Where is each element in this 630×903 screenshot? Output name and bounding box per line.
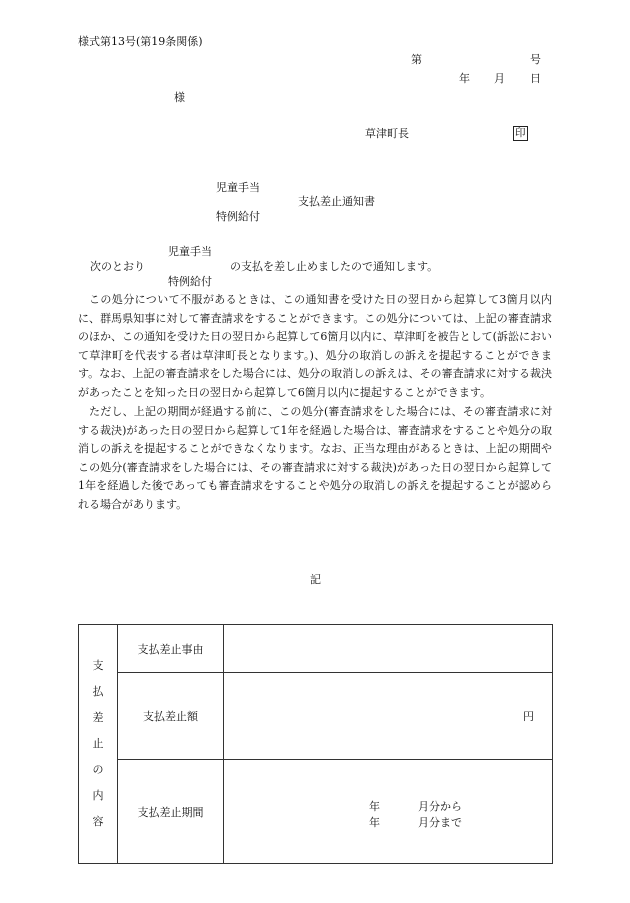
doc-number-go: 号 [530, 53, 541, 66]
notice-option-1: 児童手当 [168, 245, 212, 258]
table-row [79, 673, 553, 760]
notice-prefix: 次のとおり [90, 260, 145, 273]
date-year: 年 [459, 72, 470, 85]
details-table [78, 624, 553, 864]
issuer-seal [513, 126, 528, 141]
period-value [224, 760, 553, 864]
period-to-month: 月分まで [418, 816, 462, 829]
notice-option-2: 特例給付 [168, 275, 212, 288]
period-to-year: 年 [369, 816, 380, 829]
form-label: 様式第13号(第19条関係) [78, 35, 203, 48]
reason-label: 支払差止事由 [118, 625, 224, 673]
seal-mark: 印 [515, 127, 526, 139]
section-char: 内 [92, 789, 104, 802]
section-char: 容 [92, 815, 104, 828]
date-month: 月 [494, 72, 505, 85]
ki-heading: 記 [310, 573, 321, 586]
appeal-paragraph-2: ただし、上記の期間が経過する前に、この処分(審査請求をした場合には、その審査請求に対する裁決)があった日の翌日から起算して1年を経過した場合は、審査請求をすることや処分の取消しの訴えを提起することができなくなります。なお、正当な理由があるときは、上記の期間やこの処分(審査請求をした場合には、その審査請求に対する裁決)があった日の翌日から起算して1年を経過した後であっても審査請求をすることや処分の取消しの訴えを提起することが認められる場合があります。 [78, 405, 552, 511]
reason-value [224, 625, 553, 673]
section-label [79, 625, 118, 864]
section-char: 払 [92, 685, 104, 698]
date-day: 日 [530, 72, 541, 85]
title-line-1: 児童手当 [216, 181, 260, 194]
table-row [79, 625, 553, 673]
issuer-title: 草津町長 [365, 127, 409, 140]
section-char: 止 [92, 737, 104, 750]
section-char: の [92, 763, 104, 776]
appeal-paragraph-1: この処分について不服があるときは、この通知書を受けた日の翌日から起算して3箇月以内に、群馬県知事に対して審査請求をすることができます。この処分については、上記の審査請求のほか、この通知を受けた日の翌日から起算して6箇月以内に、草津町を被告として(訴訟において草津町を代表する者は草津町長となります。)、処分の取消しの訴えを提起することができます。なお、上記の審査請求をした場合には、処分の取消しの訴えは、その審査請求に対する裁決があったことを知った日の翌日から起算して6箇月以内に提起することができます。 [78, 293, 552, 399]
amount-unit: 円 [224, 673, 553, 760]
period-from-year: 年 [369, 800, 380, 813]
section-char: 支 [92, 659, 104, 672]
section-char: 差 [92, 711, 104, 724]
amount-label: 支払差止額 [118, 673, 224, 760]
title-line-3: 特例給付 [216, 210, 260, 223]
period-from-month: 月分から [418, 800, 462, 813]
table-row [79, 760, 553, 864]
page-title: 支払差止通知書 [298, 195, 375, 208]
addressee-suffix: 様 [174, 91, 185, 104]
doc-number-dai: 第 [411, 53, 422, 66]
notice-suffix: の支払を差し止めましたので通知します。 [230, 260, 439, 273]
period-label: 支払差止期間 [118, 760, 224, 864]
